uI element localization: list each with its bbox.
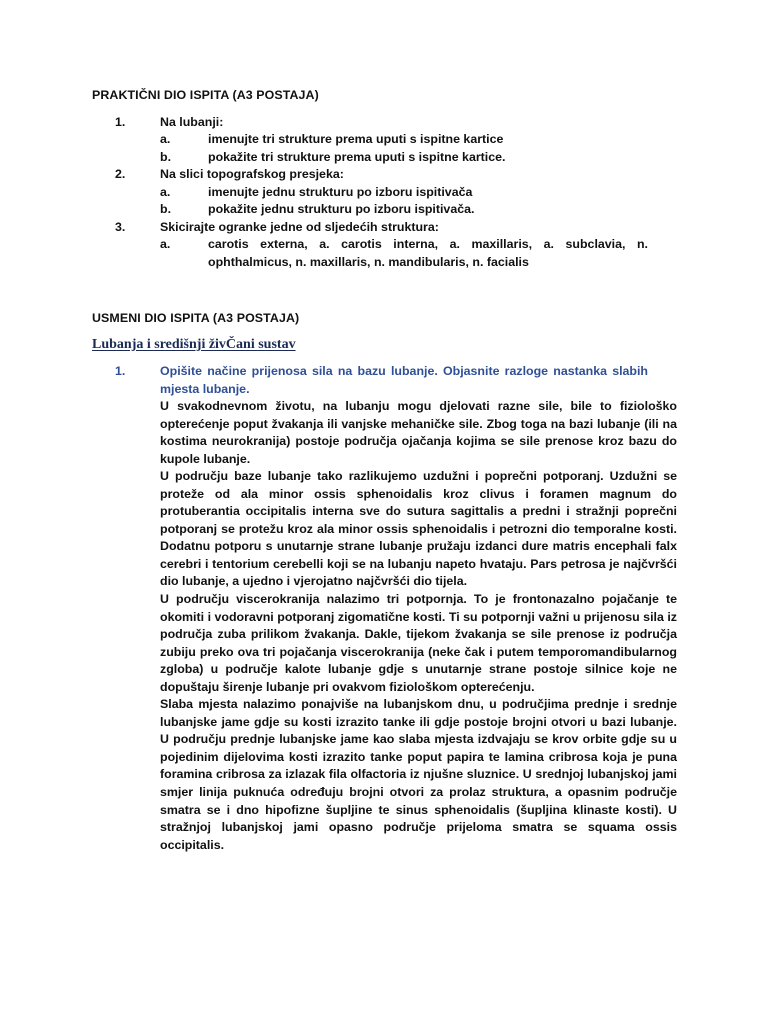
item-1-text: Na lubanji: [160, 115, 224, 129]
item-2a-letter: a. [160, 185, 171, 199]
item-2-number: 2. [115, 167, 126, 181]
item-2b-text: pokažite jednu strukturu po izboru ispitivača. [208, 202, 475, 216]
answer-paragraph-2: U području baze lubanje tako razlikujemo uzdužni i poprečni potporanj. Uzdužni se proteže od ala minor ossis sphenoidalis kroz clivus i foramen magnum do protuberantia occipitalis interna sve do sutura sagittalis a predni i stražnji poprečni potporanj se protežu kroz ala minor ossis sphenoidalis i petrozni dio temporalne kosti. Dodatnu potporu s unutarnje strane lubanje pružaju izdanci dure matris encephali falx cerebri i tentorium cerebelli koji se na lubanju napeto hvataju. Pars petrosa je najčvršći dio lubanje, a ujedno i vjerojatno najčvršći dio tijela. [160, 469, 677, 589]
item-2b-letter: b. [160, 202, 172, 216]
question-number: 1. [115, 364, 126, 378]
item-3a-text: carotis externa, a. carotis interna, a. maxillaris, a. subclavia, n. ophthalmicus, n. maxillaris, n. mandibularis, n. facialis [208, 237, 648, 269]
item-1b-letter: b. [160, 150, 172, 164]
answer-paragraph-4: Slaba mjesta nalazimo ponajviše na lubanjskom dnu, u područjima prednje i srednje lubanjske jame gdje su kosti izrazito tanke ili gdje postoje brojni otvori u bazi lubanje. U području prednje lubanjske jame kao slaba mjesta izdvajaju se krov orbite gdje su u pojedinim dijelovima kosti izrazito tanke poput papira te lamina cribrosa koja je puna foramina cribrosa za izlazak fila olfactoria iz njušne sluznice. U srednjoj lubanjskoj jami smjer linija puknuća određuju brojni otvori za prolaz struktura, a opasnim područje smatra se i dno hipofizne šupljine te sinus sphenoidalis (šupljina klinaste kosti). U stražnjoj lubanjskoj jami opasno područje prijeloma smatra se squama ossis occipitalis. [160, 697, 677, 852]
oral-heading: USMENI DIO ISPITA (A3 POSTAJA) [92, 311, 300, 325]
item-2-text: Na slici topografskog presjeka: [160, 167, 344, 181]
item-3-number: 3. [115, 220, 126, 234]
item-1a-text: imenujte tri strukture prema uputi s ispitne kartice [208, 132, 504, 146]
item-3-text: Skicirajte ogranke jedne od sljedećih struktura: [160, 220, 439, 234]
section-title: Lubanja i središnji živČani sustav [92, 337, 296, 352]
item-1a-letter: a. [160, 132, 171, 146]
question-text: Opišite načine prijenosa sila na bazu lubanje. Objasnite razloge nastanka slabih mjesta lubanje. [160, 364, 648, 396]
item-3a-letter: a. [160, 237, 171, 251]
answer-paragraph-1: U svakodnevnom životu, na lubanju mogu djelovati razne sile, bile to fiziološko opterećenje poput žvakanja ili vanjske mehaničke sile. Zbog toga na bazi lubanje (ili na kostima neurokranija) postoje područja ojačanja kojima se sile prenose kroz bazu do kupole lubanje. [160, 399, 677, 466]
item-2a-text: imenujte jednu strukturu po izboru ispitivača [208, 185, 473, 199]
item-1b-text: pokažite tri strukture prema uputi s ispitne kartice. [208, 150, 506, 164]
practical-heading: PRAKTIČNI DIO ISPITA (A3 POSTAJA) [92, 88, 319, 102]
answer-body [160, 398, 677, 854]
answer-paragraph-3: U području viscerokranija nalazimo tri potpornja. To je frontonazalno pojačanje te okomiti i vodoravni potporanj zigomatične kosti. Ti su potpornji važni u prijenosu sila iz područja zuba prilikom žvakanja. Dakle, tijekom žvakanja se sile prenose iz područja zubiju preko ova tri pojačanja viscerokranija (neke čak i putem temporomandibularnog zgloba) u područje kalote lubanje gdje s unutarnje strane postoje silnice koje ne dopuštaju širenje lubanje pri ovakvom fiziološkom opterećenju. [160, 592, 677, 694]
item-1-number: 1. [115, 115, 126, 129]
